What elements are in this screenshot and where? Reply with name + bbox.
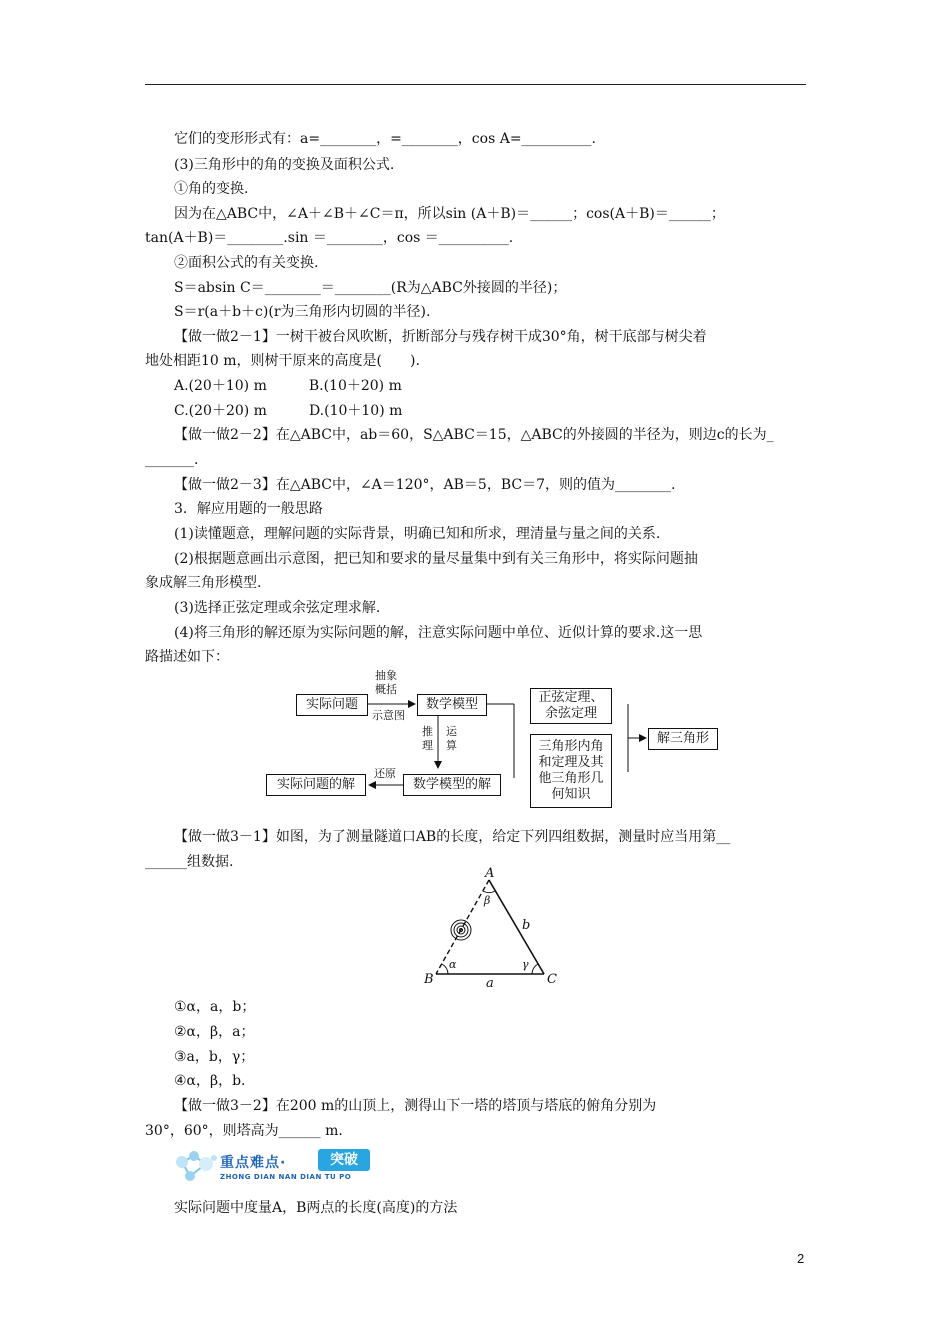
exercise-3-2: 【做一做3－2】在200 m的山顶上，测得山下一塔的塔顶与塔底的俯角分别为	[174, 1098, 657, 1114]
choice-4: ④α，β，b.	[174, 1073, 246, 1089]
box-line: 正弦定理、	[538, 690, 604, 705]
text-line: (3)三角形中的角的变换及面积公式.	[174, 157, 395, 173]
vertex-b-label: B	[424, 972, 434, 987]
label-compute: 运	[446, 725, 457, 738]
text-line: S＝r(a＋b＋c)(r为三角形内切圆的半径).	[174, 304, 431, 320]
box-solve-triangle: 解三角形	[648, 728, 718, 750]
vertex-a-label: A	[485, 866, 495, 881]
tunnel-triangle-figure	[418, 866, 568, 991]
text-line: (2)根据题意画出示意图，把已知和要求的量尽量集中到有关三角形中，将实际问题抽	[174, 551, 698, 567]
box-triangle-knowledge	[530, 734, 612, 808]
exercise-2-2: 【做一做2－2】在△ABC中，ab＝60，S△ABC＝15，△ABC的外接圆的半径为，则边c的长为_	[174, 427, 774, 443]
box-line: 和定理及其	[538, 755, 604, 770]
banner-title: 重点难点·	[220, 1155, 287, 1171]
box-math-model: 数学模型	[417, 694, 487, 716]
text-line: (4)将三角形的解还原为实际问题的解，注意实际问题中单位、近似计算的要求.这一思	[174, 625, 703, 641]
label-diagram: 示意图	[372, 709, 405, 722]
box-line: 何知识	[551, 787, 591, 802]
label-reason: 推	[422, 725, 433, 738]
header-rule	[145, 84, 806, 85]
side-a-label: a	[486, 976, 494, 991]
text-line: (3)选择正弦定理或余弦定理求解.	[174, 600, 381, 616]
choice-1: ①α，a，b；	[174, 999, 256, 1015]
box-math-model-solution: 数学模型的解	[403, 774, 501, 796]
text-line: 实际问题中度量A，B两点的长度(高度)的方法	[174, 1200, 458, 1216]
angle-beta-label: β	[484, 894, 491, 907]
label-compute: 算	[446, 739, 457, 752]
text-line: 路描述如下：	[145, 649, 229, 665]
text-line: ②面积公式的有关变换.	[174, 255, 319, 271]
option-line: A.(20＋10) m B.(10＋20) m	[174, 378, 402, 394]
text-line: 因为在△ABC中，∠A＋∠B＋∠C＝π，所以sin (A＋B)＝______；cos(A＋B)＝______；	[174, 206, 725, 222]
box-practical-solution: 实际问题的解	[266, 774, 366, 796]
angle-alpha-label: α	[449, 958, 457, 971]
side-b-label: b	[522, 918, 531, 933]
key-points-banner	[172, 1148, 394, 1186]
choice-3: ③a，b，γ；	[174, 1049, 255, 1065]
angle-gamma-label: γ	[522, 958, 529, 971]
label-reason: 理	[422, 739, 433, 752]
page-number: 2	[797, 1251, 805, 1266]
box-line: 余弦定理	[544, 706, 597, 721]
label-generalize: 概括	[375, 683, 397, 696]
text-line: 30°，60°，则塔高为______ m.	[145, 1123, 343, 1139]
label-abstract: 抽象	[375, 669, 397, 682]
box-line: 他三角形几	[538, 771, 604, 786]
text-line: (1)读懂题意，理解问题的实际背景，明确已知和所求，理清量与量之间的关系.	[174, 526, 661, 542]
banner-subtitle: ZHONG DIAN NAN DIAN TU PO	[220, 1173, 352, 1181]
section-heading: 3．解应用题的一般思路	[174, 501, 323, 517]
box-line: 三角形内角	[538, 739, 604, 754]
solution-flowchart	[262, 668, 732, 810]
exercise-3-1: 【做一做3－1】如图，为了测量隧道口AB的长度，给定下列四组数据，测量时应当用第__	[174, 829, 731, 845]
text-line: ______组数据.	[145, 854, 234, 870]
exercise-2-3: 【做一做2－3】在△ABC中，∠A＝120°，AB＝5，BC＝7，则的值为________.	[174, 477, 676, 493]
text-line: 它们的变形形式有：a=________，=________，cos A=__________.	[174, 131, 597, 147]
text-line: tan(A＋B)＝________.sin ＝________，cos ＝__________.	[145, 230, 514, 246]
exercise-2-1: 【做一做2－1】一树干被台风吹断，折断部分与残存树干成30°角，树干底部与树尖着	[174, 329, 707, 345]
banner-highlight: 突破	[318, 1149, 370, 1171]
text-line: _______.	[145, 452, 199, 468]
choice-2: ②α，β，a；	[174, 1024, 255, 1040]
molecule-icon	[172, 1148, 222, 1186]
text-line: S＝absin C＝________＝________(R为△ABC外接圆的半径)；	[174, 280, 567, 296]
box-sine-cosine-theorems	[530, 688, 612, 724]
option-line: C.(20＋20) m D.(10＋10) m	[174, 403, 403, 419]
text-line: 象成解三角形模型.	[145, 575, 262, 591]
text-line: 地处相距10 m，则树干原来的高度是( ).	[145, 353, 420, 369]
box-practical-problem: 实际问题	[296, 694, 368, 716]
text-line: ①角的变换.	[174, 181, 249, 197]
label-restore: 还原	[374, 767, 396, 780]
vertex-c-label: C	[547, 972, 557, 987]
triangle-drawing	[418, 866, 568, 991]
